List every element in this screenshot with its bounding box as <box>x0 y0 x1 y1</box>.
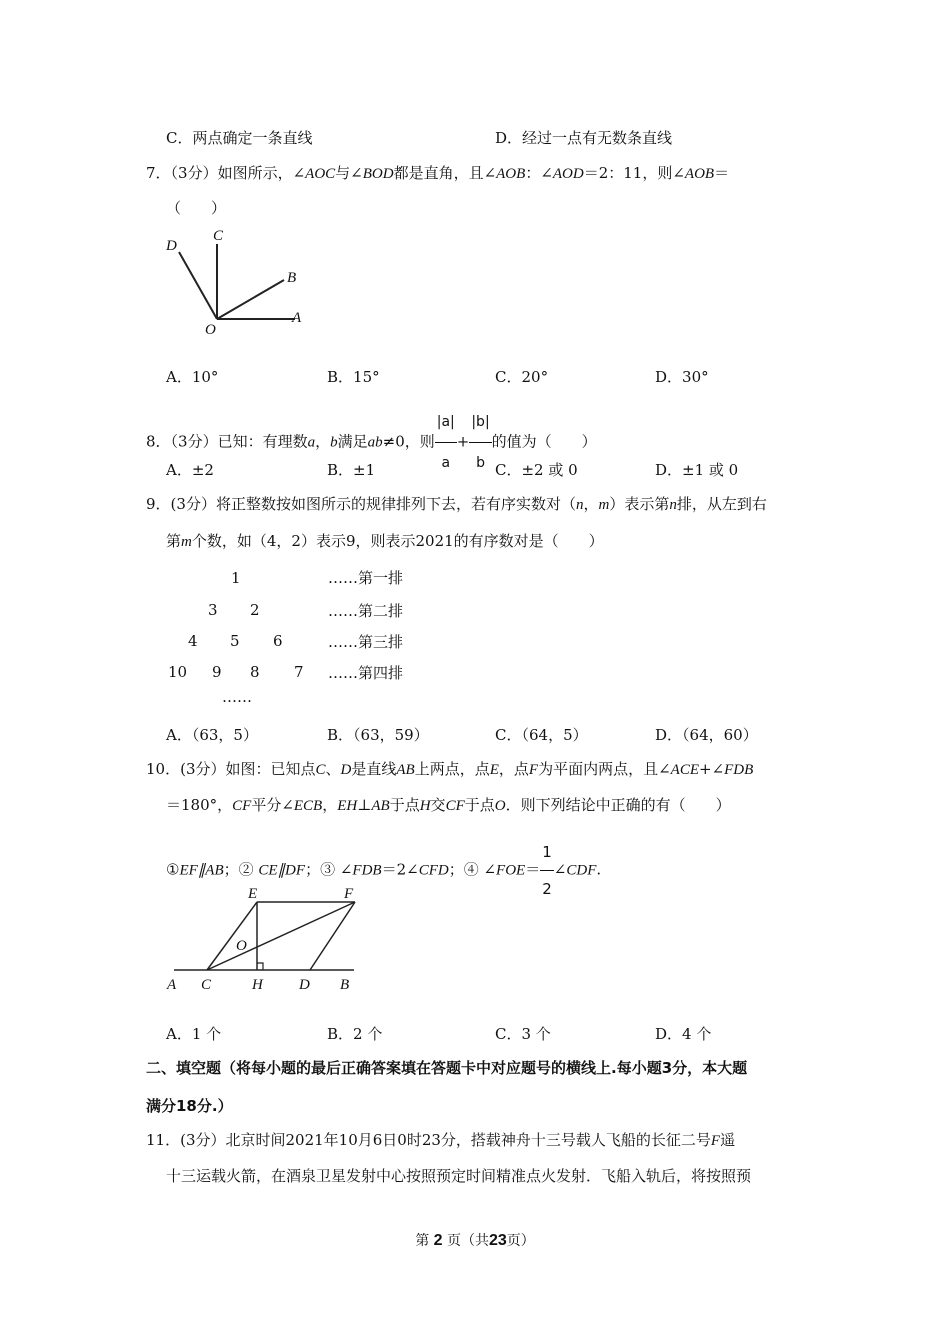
q10-option-a: A．1 个 <box>166 1025 222 1043</box>
q7-stem: 7．（3分）如图所示，∠AOC与∠BOD都是直角，且∠AOB：∠AOD＝2：11，则∠AOB＝ <box>146 164 730 182</box>
q9-option-b: B．（63，59） <box>327 726 429 744</box>
tri-num: 2 <box>250 601 260 619</box>
page-number: 2 <box>433 1232 443 1249</box>
q9-option-d: D．（64，60） <box>655 726 758 744</box>
tri-num: 7 <box>294 663 304 681</box>
label-f: F <box>344 886 354 902</box>
q6-option-c: C．两点确定一条直线 <box>166 129 313 147</box>
q9-option-a: A．（63，5） <box>166 726 258 744</box>
label-a: A <box>292 310 302 326</box>
q10-geometry-figure <box>160 880 370 1000</box>
label-c: C <box>201 977 212 993</box>
q6-option-d: D．经过一点有无数条直线 <box>495 129 673 147</box>
q10-stem-line1: 10．(3分）如图：已知点C、D是直线AB上两点，点E，点F为平面内两点，且∠ACE+∠FDB <box>146 760 754 778</box>
q9-stem-line2: 第m个数，如（4，2）表示9，则表示2021的有序数对是（ ） <box>166 532 604 550</box>
label-o: O <box>236 938 247 954</box>
tri-num: 3 <box>208 601 218 619</box>
page-total: 23 <box>489 1232 507 1249</box>
label-o: O <box>205 322 216 338</box>
tri-row-label: ……第四排 <box>328 664 404 682</box>
q10-option-d: D．4 个 <box>655 1025 712 1043</box>
label-a: A <box>167 977 177 993</box>
q10-option-c: C．3 个 <box>495 1025 551 1043</box>
tri-num: 5 <box>230 632 240 650</box>
label-e: E <box>248 886 258 902</box>
q8-option-d: D．±1 或 0 <box>655 461 739 479</box>
tri-num: 9 <box>212 663 222 681</box>
section-2-heading-line2: 满分18分.） <box>146 1097 233 1115</box>
tri-num: 1 <box>231 569 241 587</box>
tri-continuation-dots: …… <box>222 688 252 706</box>
q10-option-b: B．2 个 <box>327 1025 383 1043</box>
tri-num: 10 <box>168 663 188 681</box>
q11-stem-line2: 十三运载火箭，在酒泉卫星发射中心按照预定时间精准点火发射．飞船入轨后，将按照预 <box>166 1167 752 1185</box>
label-b: B <box>340 977 350 993</box>
q7-angle-figure <box>160 222 320 342</box>
label-d: D <box>299 977 310 993</box>
fraction-abs-b-over-b: $\frac{|b|}{b}$ <box>469 402 491 483</box>
q7-option-c: C．20° <box>495 368 549 386</box>
tri-row-label: ……第二排 <box>328 602 404 620</box>
q7-option-b: B．15° <box>327 368 380 386</box>
label-d: D <box>166 238 177 254</box>
label-b: B <box>287 270 297 286</box>
q8-option-c: C．±2 或 0 <box>495 461 578 479</box>
fraction-one-half: $\frac{1}{2}$ <box>540 834 554 907</box>
page-footer: 第 2 页（共23页） <box>415 1232 535 1249</box>
q7-option-d: D．30° <box>655 368 709 386</box>
tri-row-label: ……第一排 <box>328 569 404 587</box>
section-2-heading-line1: 二、填空题（将每小题的最后正确答案填在答题卡中对应题号的横线上.每小题3分，本大题 <box>146 1059 748 1077</box>
q10-stem-line2: ＝180°，CF平分∠ECB，EH⊥AB于点H交CF于点O．则下列结论中正确的有（ ） <box>166 796 731 814</box>
q8-option-a: A．±2 <box>166 461 214 479</box>
q9-stem-line1: 9．(3分）将正整数按如图所示的规律排列下去，若有序实数对（n，m）表示第n排，从左到右 <box>146 495 767 513</box>
ray-ob <box>217 280 284 319</box>
q7-option-a: A．10° <box>166 368 219 386</box>
q11-stem-line1: 11．(3分）北京时间2021年10月6日0时23分，搭载神舟十三号载人飞船的长征二号F遥 <box>146 1131 736 1149</box>
tri-num: 4 <box>188 632 198 650</box>
segment-ce <box>207 902 257 970</box>
tri-row-label: ……第三排 <box>328 633 404 651</box>
label-h: H <box>252 977 263 993</box>
q10-conclusions: ①EF∥AB；② CE∥DF；③ ∠FDB＝2∠CFD；④ ∠FOE＝ $\frac{1}{2}$ ∠CDF. <box>166 834 601 907</box>
q8-stem: 8．（3分）已知：有理数a，b满足ab≠0，则 $\frac{|a|}{a}$ + $\frac{|b|}{b}$ 的值为（ ） <box>146 402 597 483</box>
q7-answer-paren: （ ） <box>166 199 227 217</box>
q9-option-c: C．（64，5） <box>495 726 588 744</box>
tri-num: 6 <box>273 632 283 650</box>
right-angle-mark <box>257 963 263 970</box>
label-c: C <box>213 228 224 244</box>
ray-od <box>179 252 217 319</box>
q8-option-b: B．±1 <box>327 461 376 479</box>
fraction-abs-a-over-a: $\frac{|a|}{a}$ <box>435 402 457 483</box>
tri-num: 8 <box>250 663 260 681</box>
